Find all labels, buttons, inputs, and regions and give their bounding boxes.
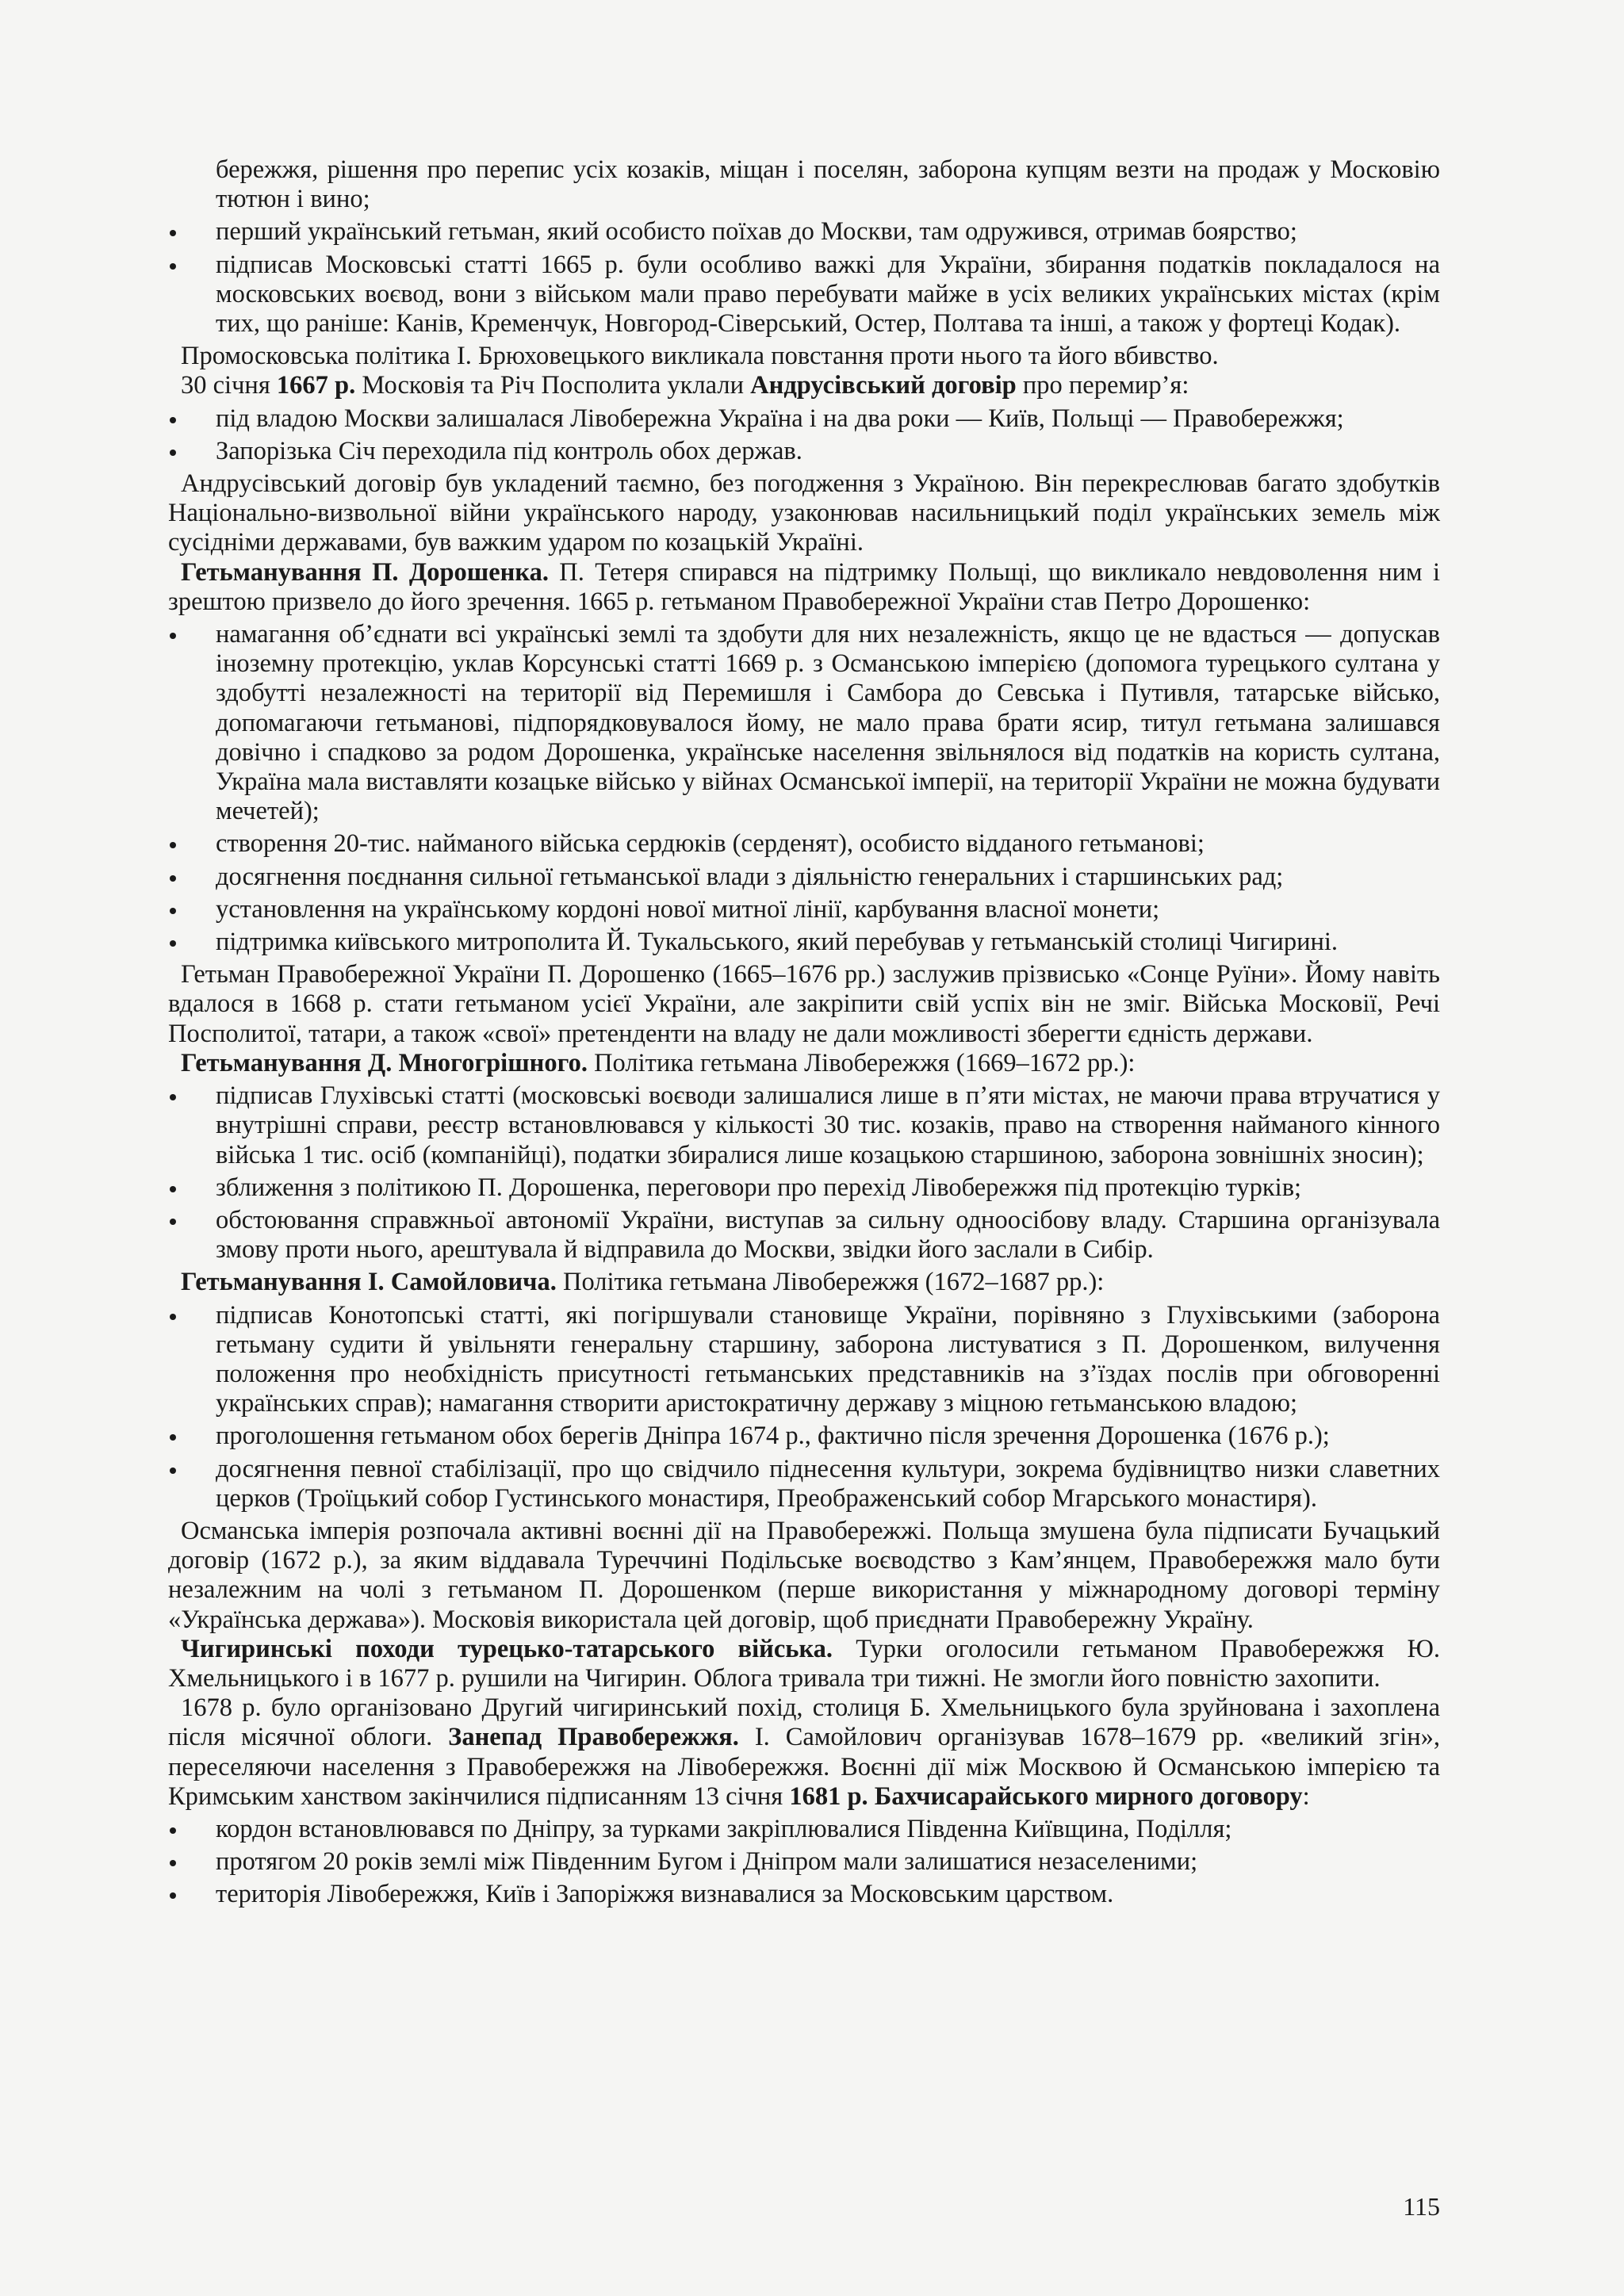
bullet-list-andrusiv — [168, 404, 1440, 466]
list-item: протягом 20 років землі між Південним Бугом і Дніпром мали залишатися незаселеними; — [216, 1847, 1198, 1877]
list-item: підтримка київського митрополита Й. Тукальського, який перебував у гетьманській столиці Чигирині. — [216, 928, 1339, 957]
paragraph-continuation: бережжя, рішення про перепис усіх козаків, міщан і поселян, заборона купцям везти на продаж у Московію тютюн і вино; — [216, 155, 1440, 214]
list-item: досягнення певної стабілізації, про що свідчило піднесення культури, зокрема будівництво низки славетних церков (Троїцький собор Густинського монастиря, Преображенський собор Мгарського монастиря). — [216, 1454, 1440, 1513]
list-item: кордон встановлювався по Дніпру, за турками закріплювалися Південна Київщина, Поділля; — [216, 1814, 1232, 1843]
page-number: 115 — [1403, 2192, 1440, 2221]
paragraph-1678: 1678 р. було організовано Другий чигиринський похід, столиця Б. Хмельницького була зруйнована і захоплена після місячної облоги. Занепад Правобережжя. І. Самойлович організував 1678–1679 рр. «великий згін», переселяючи населення з Правобережжя на Лівобережжя. Воєнні дії між Москвою й Османською імперією та Кримським ханством закінчилися підписанням 13 січня 1681 р. Бахчисарайського мирного договору: — [168, 1693, 1441, 1811]
paragraph-andrusiv: 30 січня 1667 р. Московія та Річ Посполита уклали Андрусівський договір про перемир’я: — [181, 371, 1189, 400]
paragraph: Гетьман Правобережної України П. Дорошенко (1665–1676 рр.) заслужив прізвисько «Сонце Руїни». Йому навіть вдалося в 1668 р. стати гетьманом усієї України, але закріпити свій успіх він не зміг. Війська Московії, Речі Посполитої, татари, а також «свої» претенденти на владу не дали можливості зберегти єдність держави. — [168, 960, 1440, 1048]
section-samoylovych: Гетьманування І. Самойловича. Політика гетьмана Лівобережжя (1672–1687 рр.): — [181, 1268, 1105, 1297]
bullet-list-bryukhovetsky — [168, 217, 1440, 339]
bullet-list-doroshenko — [168, 620, 1440, 957]
list-item: зближення з політикою П. Дорошенка, переговори про перехід Лівобережжя під протекцію турків; — [216, 1173, 1302, 1202]
list-item: досягнення поєднання сильної гетьманської влади з діяльністю генеральних і старшинських рад; — [216, 862, 1284, 891]
bullet-list-bakhchysarai — [168, 1815, 1440, 1910]
list-item: проголошення гетьманом обох берегів Дніпра 1674 р., фактично після зречення Дорошенка (1676 р.); — [216, 1422, 1330, 1451]
paragraph: Андрусівський договір був укладений таємно, без погодження з Україною. Він перекреслював багато здобутків Національно-визвольної війни українського народу, узаконював насильницький поділ українських земель між сусідніми державами, був важким ударом по козацькій Україні. — [168, 469, 1440, 557]
section-doroshenko: Гетьманування П. Дорошенка. П. Тетеря спирався на підтримку Польщі, що викликало невдоволення ним і зрештою призвело до його зречення. 1665 р. гетьманом Правобережної України став Петро Дорошенко: — [168, 557, 1440, 616]
paragraph: Османська імперія розпочала активні воєнні дії на Правобережжі. Польща змушена була підписати Бучацький договір (1672 р.), за яким віддавала Туреччині Подільське воєводство з Кам’янцем, Правобережжя мало бути незалежним на чолі з гетьманом П. Дорошенком (перше використання у міжнародному договорі терміну «Українська держава»). Московія використала цей договір, щоб приєднати Правобережну Україну. — [168, 1516, 1440, 1634]
list-item: обстоювання справжньої автономії України, виступав за сильну одноосібову владу. Старшина організувала змову проти нього, арештувала й відправила до Москви, звідки його заслали в Сибір. — [216, 1205, 1440, 1265]
bullet-list-mnohohrishny — [168, 1081, 1440, 1265]
bullet-list-samoylovych — [168, 1301, 1440, 1513]
section-chyhyryn: Чигиринські походи турецько-татарського війська. Турки оголосили гетьманом Правобережжя Ю. Хмельницького і в 1677 р. рушили на Чигирин. Облога тривала три тижні. Не змогли його повністю захопити. — [168, 1634, 1440, 1693]
paragraph: Промосковська політика І. Брюховецького викликала повстання проти нього та його вбивство. — [181, 342, 1219, 371]
list-item: перший український гетьман, який особисто поїхав до Москви, там одружився, отримав боярство; — [216, 217, 1297, 247]
list-item: Запорізька Січ переходила під контроль обох держав. — [216, 436, 802, 465]
list-item: створення 20-тис. найманого війська сердюків (серденят), особисто відданого гетьманові; — [216, 829, 1205, 859]
list-item: намагання об’єднати всі українські землі та здобути для них незалежність, якщо це не вдасться — допускав іноземну протекцію, уклав Корсунські статті 1669 р. з Османською імперією (допомога турецького султана у здобутті незалежності на території від Перемишля і Самбора до Севська і Путивля, татарське військо, допомагаючи гетьманові, підпорядковувалося йому, не мало права брати ясир, титул гетьмана залишався довічно і спадково за родом Дорошенка, українське населення звільнялося від податків на користь султана, Україна мала виставляти козацьке військо у війнах Османської імперії, на території України не можна будувати мечетей); — [216, 620, 1440, 826]
list-item: установлення на українському кордоні нової митної лінії, карбування власної монети; — [216, 894, 1160, 924]
list-item: підписав Московські статті 1665 р. були особливо важкі для України, збирання податків покладалося на московських воєвод, вони з військом мали право перебувати майже в усіх великих українських містах (крім тих, що раніше: Канів, Кременчук, Новгород-Сіверський, Остер, Полтава та інші, а також у фортеці Кодак). — [216, 250, 1440, 339]
list-item: під владою Москви залишалася Лівобережна Україна і на два роки — Київ, Польщі — Правобережжя; — [216, 404, 1344, 433]
section-mnohohrishny: Гетьманування Д. Многогрішного. Політика гетьмана Лівобережжя (1669–1672 рр.): — [181, 1048, 1136, 1077]
page-text — [168, 155, 1440, 1910]
list-item: підписав Глухівські статті (московські воєводи залишалися лише в п’яти містах, не маючи права втручатися у внутрішні справи, реєстр встановлювався у кількості 30 тис. козаків, право на створення найманого кінного війська 1 тис. осіб (компанійці), податки збиралися лише козацькою старшиною, заборона зовнішніх зносин); — [216, 1081, 1440, 1169]
list-item: підписав Конотопські статті, які погіршували становище України, порівняно з Глухівськими (заборона гетьману судити й увільняти генеральну старшину, заборона листуватися з П. Дорошенком, вилучення положення про необхідність присутності гетьманських представників на з’їздах послів при обговоренні українських справ); намагання створити аристократичну державу з міцною гетьманською владою; — [216, 1300, 1440, 1418]
list-item: територія Лівобережжя, Київ і Запоріжжя визнавалися за Московським царством. — [216, 1880, 1114, 1909]
